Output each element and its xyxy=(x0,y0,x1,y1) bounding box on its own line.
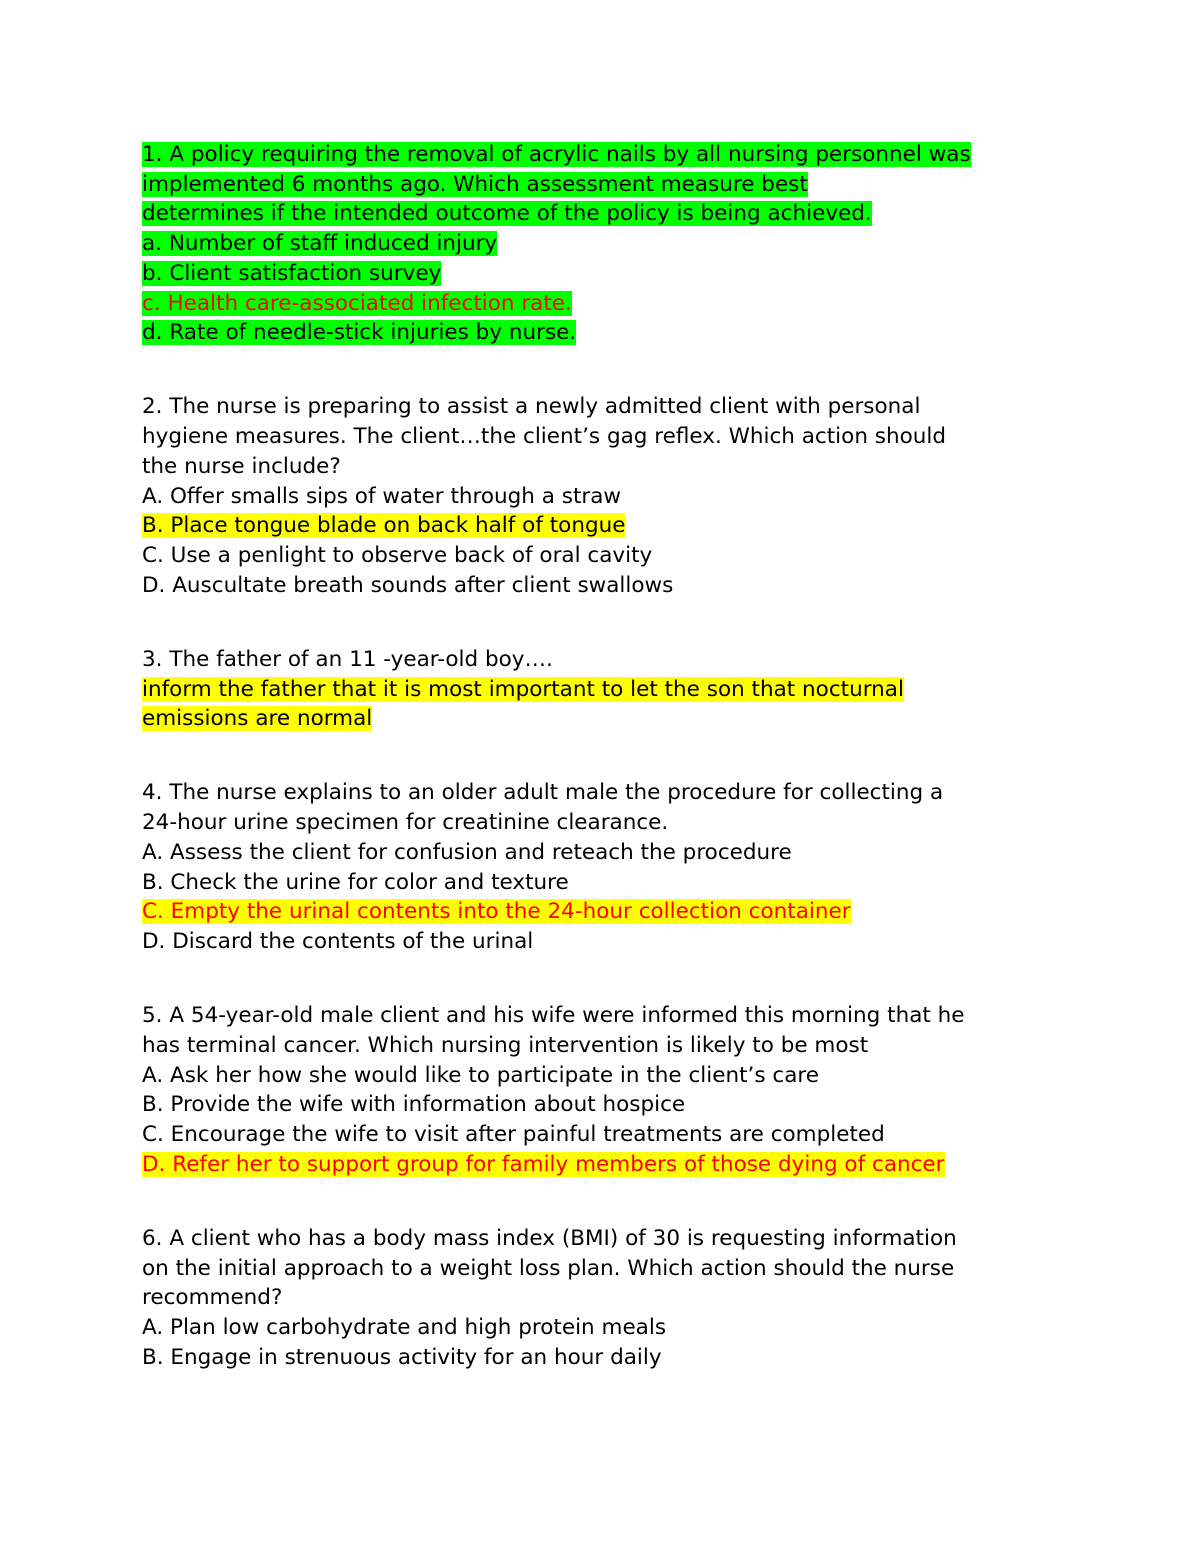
question-1-option-c-answer: c. Health care-associated infection rate. xyxy=(142,290,572,316)
question-6-stem-line-1: 6. A client who has a body mass index (BMI) of 30 is requesting information xyxy=(142,1225,957,1251)
document-content xyxy=(142,140,1072,1417)
question-2-stem-line-1: 2. The nurse is preparing to assist a newly admitted client with personal xyxy=(142,394,921,420)
question-3-stem-line-1: 3. The father of an 11 -year-old boy…. xyxy=(142,646,553,672)
question-3-answer-line-2: emissions are normal xyxy=(142,706,373,732)
question-3 xyxy=(142,645,1072,734)
question-2 xyxy=(142,392,1072,600)
question-2-stem-line-2: hygiene measures. The client…the client’s gag reflex. Which action should xyxy=(142,424,947,450)
question-1-stem-line-2: implemented 6 months ago. Which assessment measure best xyxy=(142,171,808,197)
question-5-option-c: C. Encourage the wife to visit after painful treatments are completed xyxy=(142,1121,885,1147)
question-2-stem-line-3: the nurse include? xyxy=(142,453,341,479)
question-4-option-d: D. Discard the contents of the urinal xyxy=(142,928,534,954)
question-1-option-d: d. Rate of needle-stick injuries by nurse. xyxy=(142,320,577,346)
question-4 xyxy=(142,778,1072,956)
question-4-option-b: B. Check the urine for color and texture xyxy=(142,869,569,895)
question-2-option-b-answer: B. Place tongue blade on back half of tongue xyxy=(142,513,626,539)
question-1 xyxy=(142,140,1072,348)
question-4-option-c-answer: C. Empty the urinal contents into the 24-hour collection container xyxy=(142,899,851,925)
question-2-option-d: D. Auscultate breath sounds after client swallows xyxy=(142,572,674,598)
question-1-option-a: a. Number of staff induced injury xyxy=(142,231,498,257)
question-3-answer-line-1: inform the father that it is most important to let the son that nocturnal xyxy=(142,676,904,702)
question-5-option-b: B. Provide the wife with information about hospice xyxy=(142,1092,686,1118)
question-6-option-a: A. Plan low carbohydrate and high protein meals xyxy=(142,1315,667,1340)
question-5-stem-line-1: 5. A 54-year-old male client and his wife were informed this morning that he xyxy=(142,1003,965,1029)
question-4-option-a: A. Assess the client for confusion and reteach the procedure xyxy=(142,839,792,865)
question-6 xyxy=(142,1224,1072,1373)
question-1-option-b: b. Client satisfaction survey xyxy=(142,260,442,286)
question-4-stem-line-1: 4. The nurse explains to an older adult male the procedure for collecting a xyxy=(142,780,944,806)
question-4-stem-line-2: 24-hour urine specimen for creatinine clearance. xyxy=(142,810,669,836)
question-5 xyxy=(142,1001,1072,1179)
question-2-option-a: A. Offer smalls sips of water through a straw xyxy=(142,483,621,509)
question-2-option-c: C. Use a penlight to observe back of oral cavity xyxy=(142,542,653,568)
question-5-option-d-answer: D. Refer her to support group for family members of those dying of cancer xyxy=(142,1151,945,1177)
question-6-stem-line-3: recommend? xyxy=(142,1285,283,1311)
question-5-stem-line-2: has terminal cancer. Which nursing intervention is likely to be most xyxy=(142,1032,869,1058)
question-1-stem-line-1: 1. A policy requiring the removal of acrylic nails by all nursing personnel was xyxy=(142,142,971,167)
question-6-stem-line-2: on the initial approach to a weight loss plan. Which action should the nurse xyxy=(142,1255,955,1281)
question-6-option-b: B. Engage in strenuous activity for an hour daily xyxy=(142,1344,662,1370)
question-5-option-a: A. Ask her how she would like to participate in the client’s care xyxy=(142,1062,819,1088)
question-1-stem-line-3: determines if the intended outcome of the policy is being achieved. xyxy=(142,201,872,227)
